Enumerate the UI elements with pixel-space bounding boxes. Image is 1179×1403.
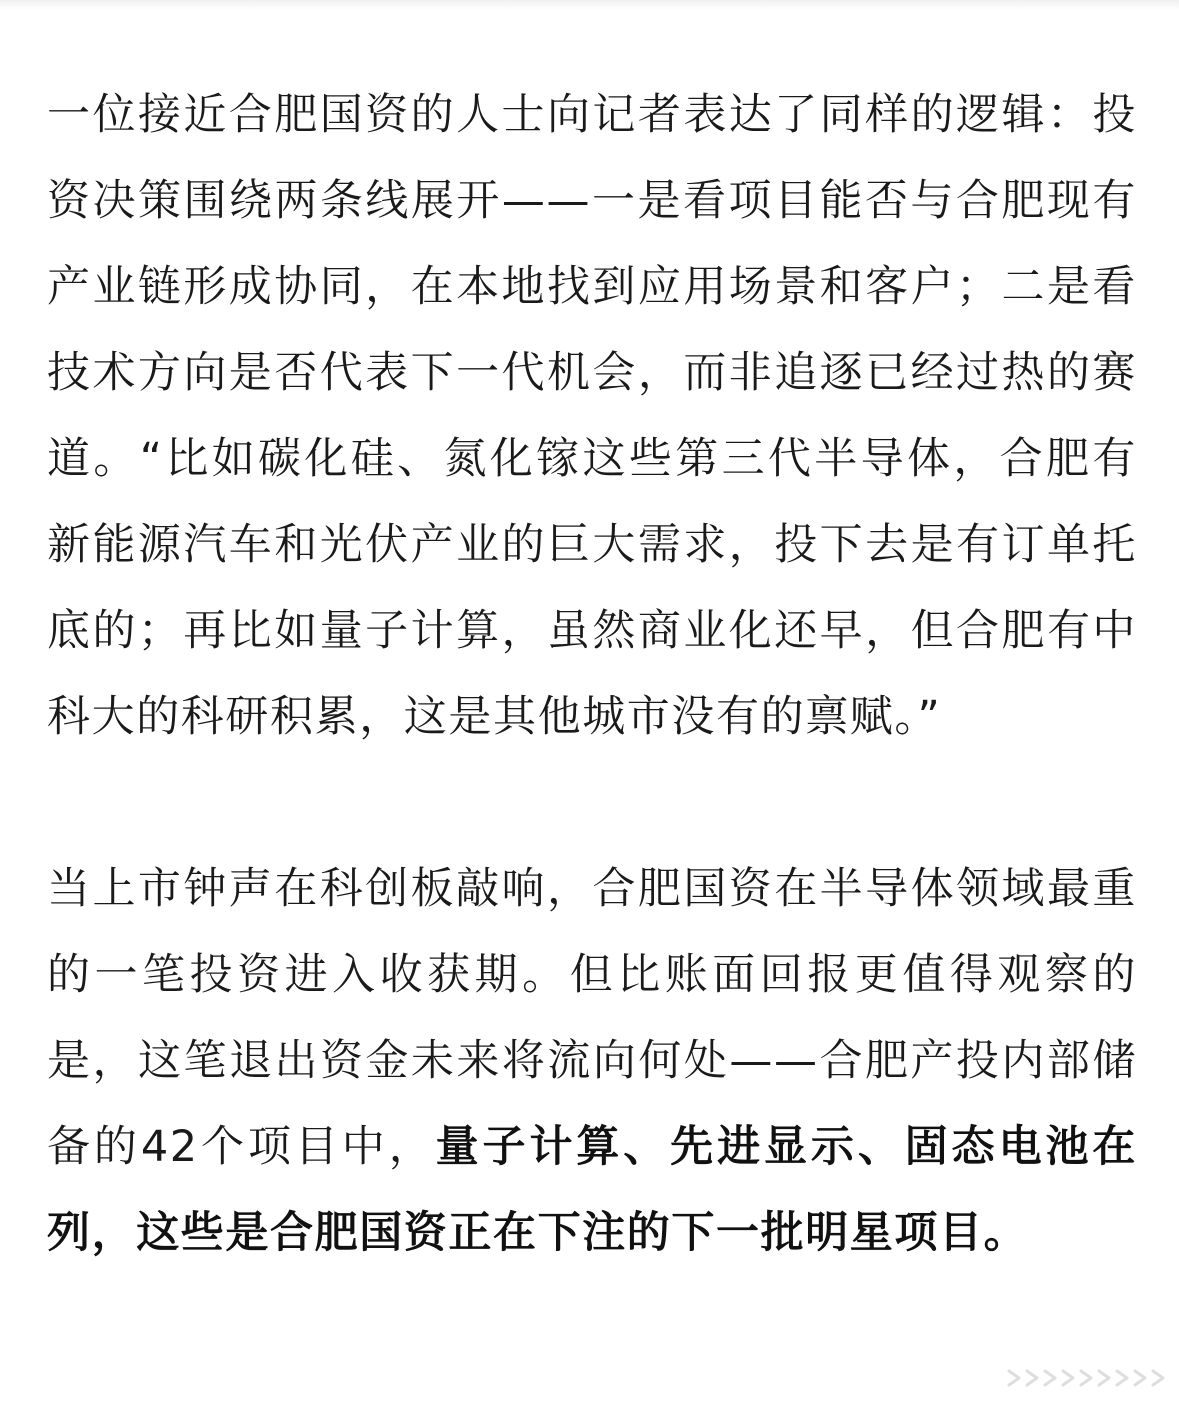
paragraph-1: 一位接近合肥国资的人士向记者表达了同样的逻辑：投资决策围绕两条线展开——一是看项目能否与合肥现有产业链形成协同，在本地找到应用场景和客户；二是看技术方向是否代表下一代机会，而非追逐已经过热的赛道。“比如碳化硅、氮化镓这些第三代半导体，合肥有新能源汽车和光伏产业的巨大需求，投下去是有订单托底的；再比如量子计算，虽然商业化还早，但合肥有中科大的科研积累，这是其他城市没有的禀赋。” bbox=[47, 90, 1137, 742]
paragraph-2 bbox=[47, 846, 1137, 1276]
paragraph-2-bold-text: 量子计算、先进显示、固态电池在列，这些是合肥国资正在下注的下一批明星项目。 bbox=[47, 1122, 1137, 1258]
paragraph-2-plain-text: 当上市钟声在科创板敲响，合肥国资在半导体领域最重的一笔投资进入收获期。但比账面回报更值得观察的是，这笔退出资金未来将流向何处——合肥产投内部储备的42个项目中， bbox=[47, 864, 1137, 1172]
watermark-logo-icon bbox=[1001, 1367, 1171, 1389]
article-body bbox=[47, 72, 1137, 1276]
top-divider bbox=[0, 0, 1179, 10]
